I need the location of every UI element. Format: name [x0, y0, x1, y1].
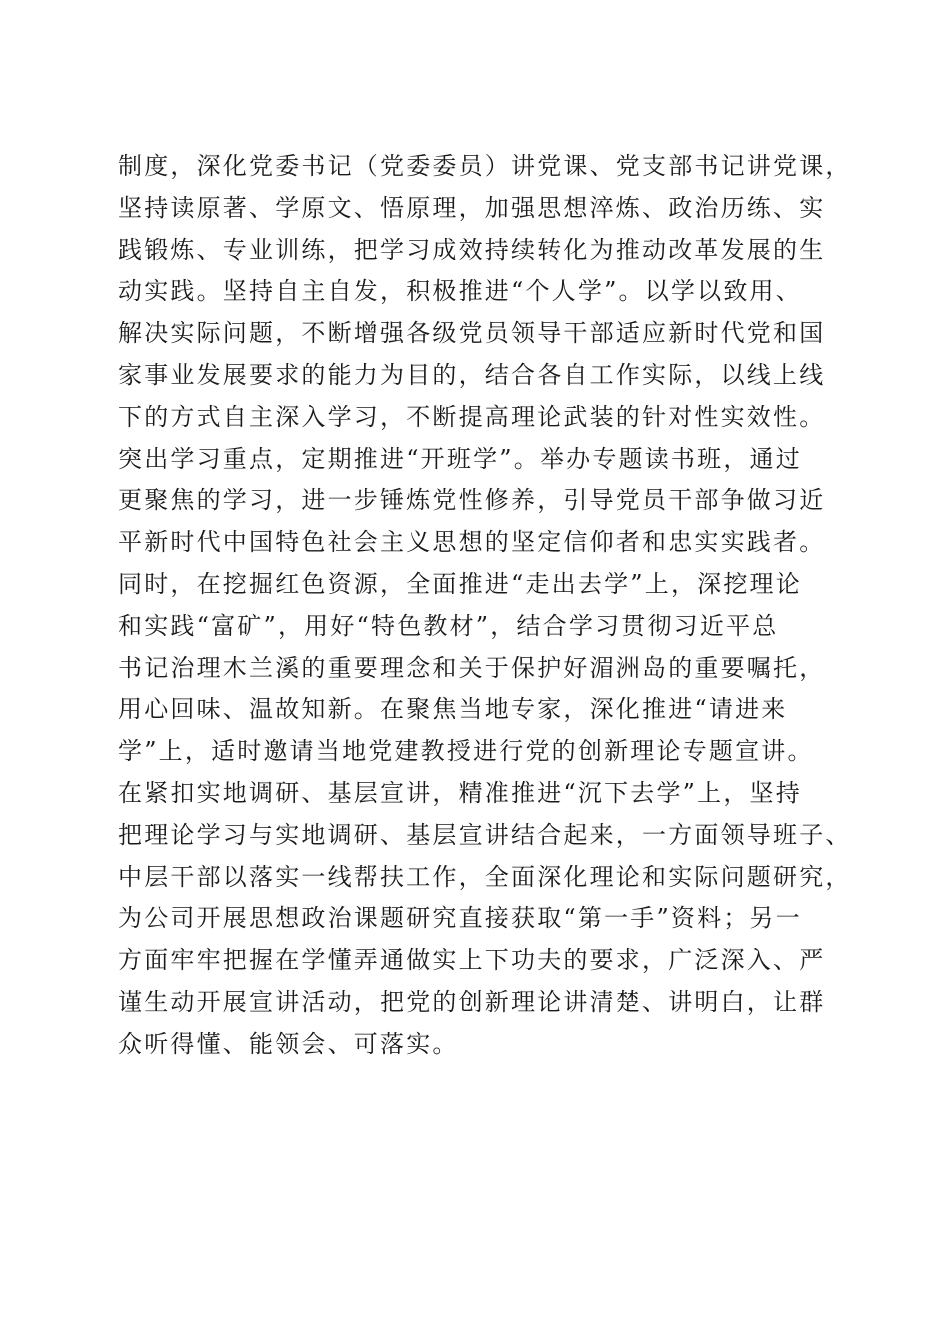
- text-line: 动实践。坚持自主自发，积极推进“个人学”。以学以致用、: [118, 277, 802, 306]
- text-line: 把理论学习与实地调研、基层宣讲结合起来，一方面领导班子、: [118, 820, 852, 849]
- text-line: 下的方式自主深入学习，不断提高理论武装的针对性实效性。: [118, 402, 826, 431]
- text-line: 方面牢牢把握在学懂弄通做实上下功夫的要求，广泛深入、严: [118, 946, 826, 975]
- text-line: 平新时代中国特色社会主义思想的坚定信仰者和忠实实践者。: [118, 528, 826, 557]
- text-line: 家事业发展要求的能力为目的，结合各自工作实际，以线上线: [118, 360, 826, 389]
- text-line: 学”上，适时邀请当地党建教授进行党的创新理论专题宣讲。: [118, 737, 814, 766]
- text-line: 解决实际问题，不断增强各级党员领导干部适应新时代党和国: [118, 319, 826, 348]
- text-line: 用心回味、温故知新。在聚焦当地专家，深化推进“请进来: [118, 695, 788, 724]
- text-line: 制度，深化党委书记（党委委员）讲党课、党支部书记讲党课，: [118, 152, 852, 180]
- text-line: 和实践“富矿”，用好“特色教材”，结合学习贯彻习近平总: [118, 611, 779, 640]
- text-line: 更聚焦的学习，进一步锤炼党性修养，引导党员干部争做习近: [118, 486, 826, 515]
- text-line: 突出学习重点，定期推进“开班学”。举办专题读书班，通过: [118, 444, 802, 473]
- text-line: 书记治理木兰溪的重要理念和关于保护好湄洲岛的重要嘱托，: [118, 653, 826, 682]
- text-line: 在紧扣实地调研、基层宣讲，精准推进“沉下去学”上，坚持: [118, 778, 802, 807]
- body-paragraph: [118, 146, 852, 1066]
- text-line: 为公司开展思想政治课题研究直接获取“第一手”资料；另一: [118, 904, 802, 933]
- text-line: 中层干部以落实一线帮扶工作，全面深化理论和实际问题研究，: [118, 862, 852, 891]
- text-line: 践锻炼、专业训练，把学习成效持续转化为推动改革发展的生: [118, 235, 826, 264]
- text-line: 众听得懂、能领会、可落实。: [118, 1029, 459, 1058]
- text-line: 同时，在挖掘红色资源，全面推进“走出去学”上，深挖理论: [118, 569, 802, 598]
- text-line: 谨生动开展宣讲活动，把党的创新理论讲清楚、讲明白，让群: [118, 987, 826, 1016]
- text-line: 坚持读原著、学原文、悟原理，加强思想淬炼、政治历练、实: [118, 193, 826, 222]
